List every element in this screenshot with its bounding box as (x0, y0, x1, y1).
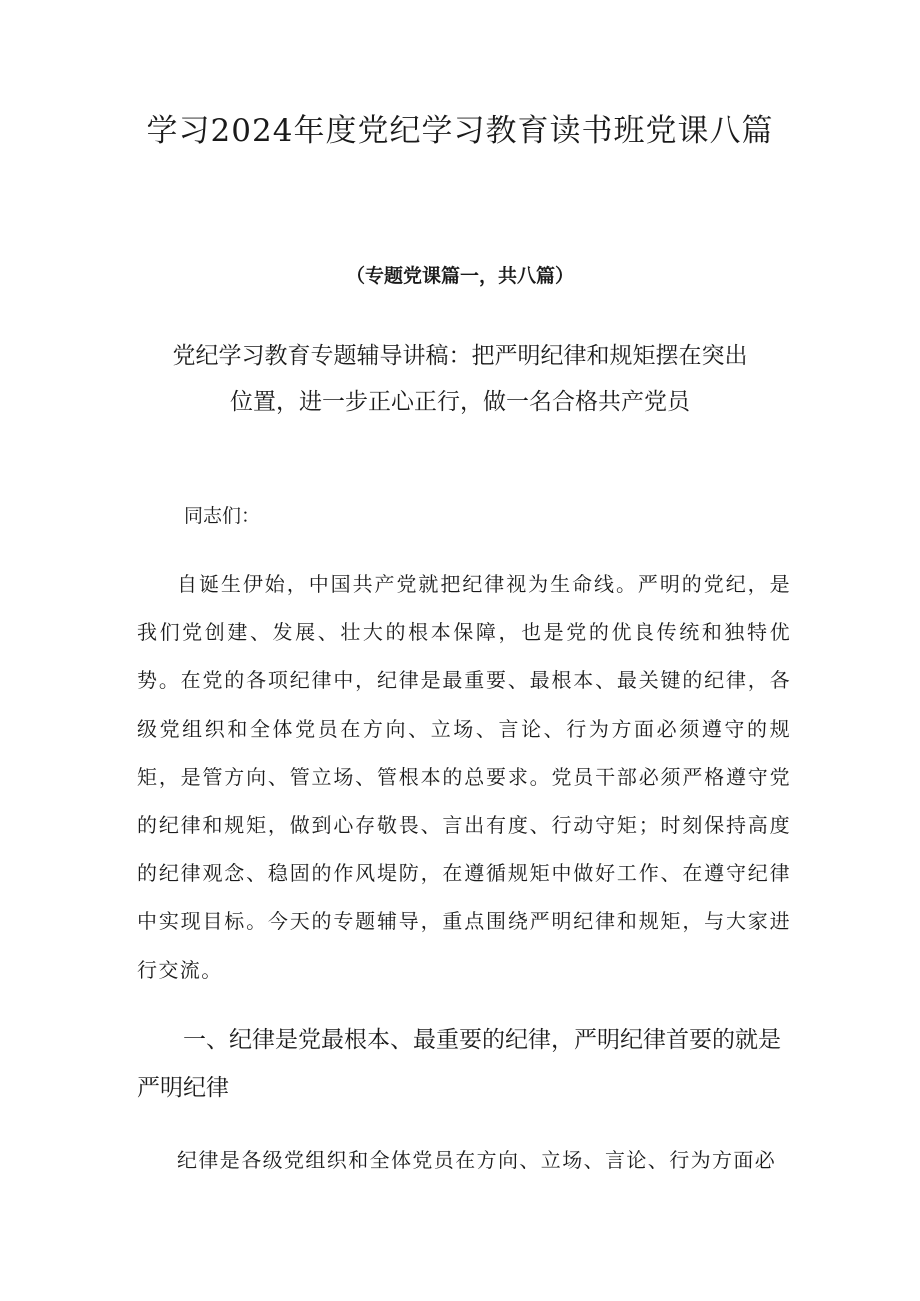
document-title: 学习2024年度党纪学习教育读书班党课八篇 (146, 113, 774, 149)
section-heading-1: 一、纪律是党最根本、最重要的纪律，严明纪律首要的就是严明纪律 (137, 1027, 781, 1101)
body-paragraph-1: 自诞生伊始，中国共产党就把纪律视为生命线。严明的党纪，是我们党创建、发展、壮大的根本保障，也是党的优良传统和独特优势。在党的各项纪律中，纪律是最重要、最根本、最关键的纪律，各级党组织和全体党员在方向、立场、言论、行为方面必须遵守的规矩，是管方向、管立场、管根本的总要求。党员干部必须严格遵守党的纪律和规矩，做到心存敬畏、言出有度、行动守矩；时刻保持高度的纪律观念、稳固的作风堤防，在遵循规矩中做好工作、在遵守纪律中实现目标。今天的专题辅导，重点围绕严明纪律和规矩，与大家进行交流。 (137, 572, 791, 982)
body-paragraph-2: 纪律是各级党组织和全体党员在方向、立场、言论、行为方面必 (177, 1148, 777, 1172)
lecture-title: 党纪学习教育专题辅导讲稿：把严明纪律和规矩摆在突出位置，进一步正心正行，做一名合格共产党员 (172, 343, 748, 415)
greeting: 同志们： (184, 505, 261, 527)
document-subtitle: （专题党课篇一，共八篇） (345, 265, 574, 287)
